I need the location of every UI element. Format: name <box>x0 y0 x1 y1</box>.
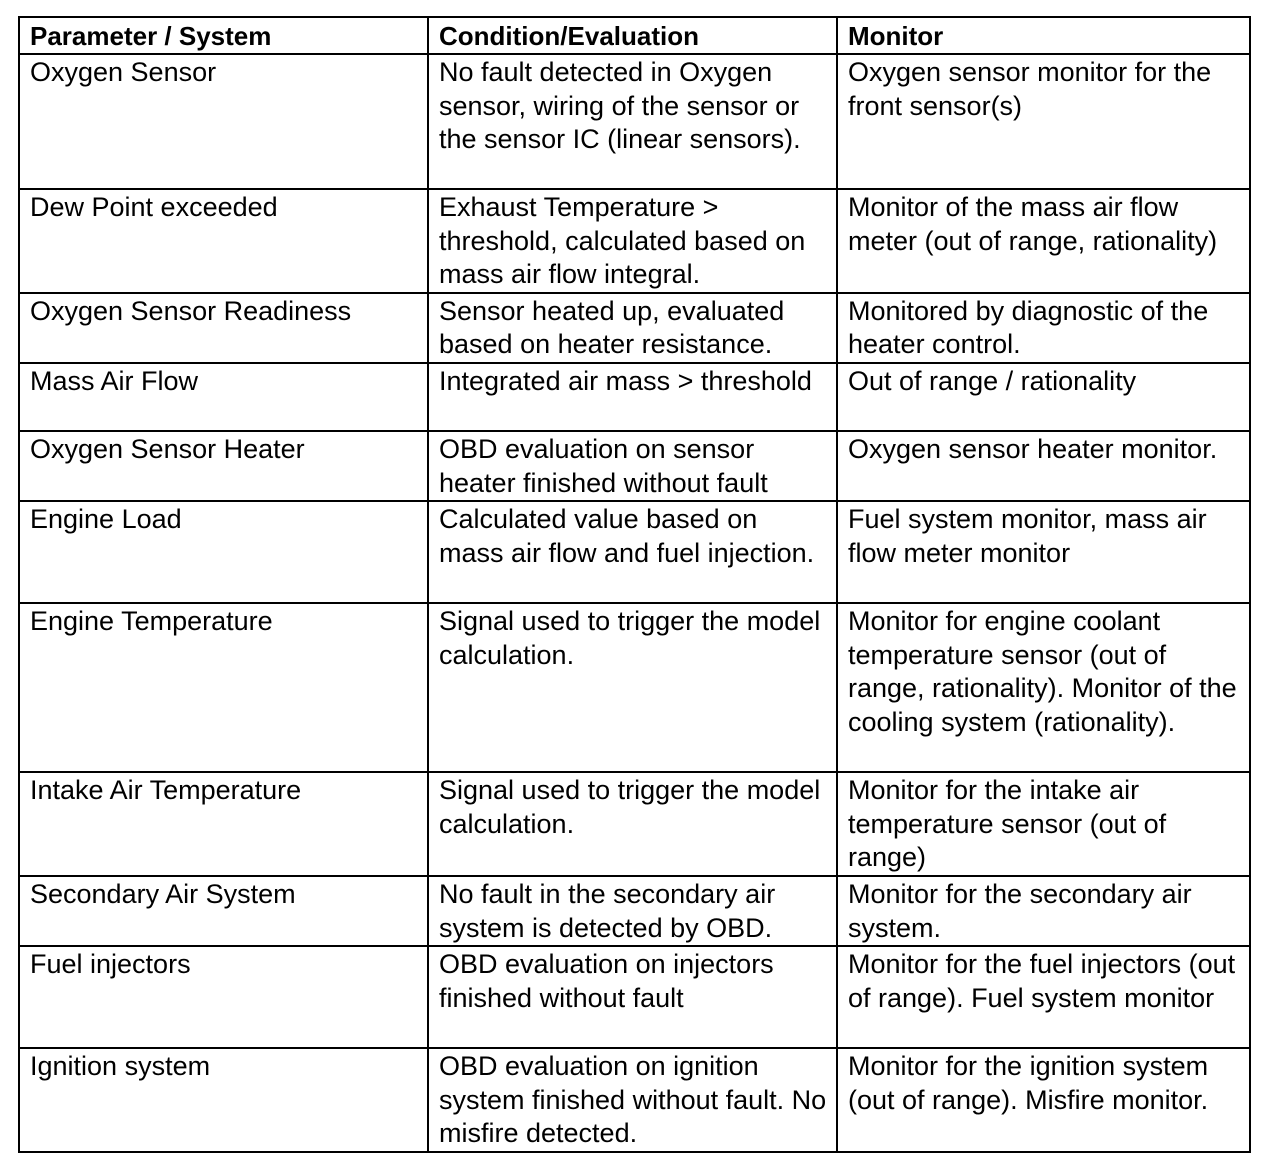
table-row <box>19 772 1250 876</box>
table-row <box>19 363 1250 431</box>
cell-condition: OBD evaluation on injectors finished without fault <box>428 946 837 1048</box>
cell-monitor: Oxygen sensor heater monitor. <box>837 431 1250 501</box>
cell-condition: Calculated value based on mass air flow and fuel injection. <box>428 501 837 603</box>
cell-condition: OBD evaluation on sensor heater finished without fault <box>428 431 837 501</box>
header-condition-evaluation: Condition/Evaluation <box>428 17 837 54</box>
cell-parameter: Secondary Air System <box>19 876 428 946</box>
cell-monitor: Fuel system monitor, mass air flow meter monitor <box>837 501 1250 603</box>
cell-parameter: Oxygen Sensor <box>19 54 428 189</box>
cell-monitor: Monitor of the mass air flow meter (out of range, rationality) <box>837 189 1250 293</box>
cell-condition: Sensor heated up, evaluated based on heater resistance. <box>428 293 837 363</box>
table-row <box>19 603 1250 772</box>
table-row <box>19 1048 1250 1152</box>
cell-monitor: Monitor for the intake air temperature sensor (out of range) <box>837 772 1250 876</box>
cell-parameter: Oxygen Sensor Readiness <box>19 293 428 363</box>
cell-condition: OBD evaluation on ignition system finished without fault. No misfire detected. <box>428 1048 837 1152</box>
cell-parameter: Oxygen Sensor Heater <box>19 431 428 501</box>
cell-monitor: Monitor for the secondary air system. <box>837 876 1250 946</box>
cell-condition: Signal used to trigger the model calculation. <box>428 772 837 876</box>
cell-parameter: Engine Temperature <box>19 603 428 772</box>
table-row <box>19 54 1250 189</box>
cell-condition: Integrated air mass > threshold <box>428 363 837 431</box>
cell-condition: Signal used to trigger the model calculation. <box>428 603 837 772</box>
table-row <box>19 946 1250 1048</box>
cell-condition: Exhaust Temperature > threshold, calculated based on mass air flow integral. <box>428 189 837 293</box>
cell-parameter: Engine Load <box>19 501 428 603</box>
table-row <box>19 189 1250 293</box>
cell-monitor: Monitor for engine coolant temperature sensor (out of range, rationality). Monitor of the cooling system (rationality). <box>837 603 1250 772</box>
table-header-row <box>19 17 1250 54</box>
cell-monitor: Monitor for the fuel injectors (out of range). Fuel system monitor <box>837 946 1250 1048</box>
cell-monitor: Monitor for the ignition system (out of range). Misfire monitor. <box>837 1048 1250 1152</box>
parameter-monitor-table <box>18 16 1251 1153</box>
table-row <box>19 501 1250 603</box>
cell-parameter: Intake Air Temperature <box>19 772 428 876</box>
cell-parameter: Ignition system <box>19 1048 428 1152</box>
table-row <box>19 876 1250 946</box>
cell-parameter: Mass Air Flow <box>19 363 428 431</box>
cell-monitor: Oxygen sensor monitor for the front sensor(s) <box>837 54 1250 189</box>
table-row <box>19 293 1250 363</box>
header-monitor: Monitor <box>837 17 1250 54</box>
header-parameter-system: Parameter / System <box>19 17 428 54</box>
cell-condition: No fault in the secondary air system is detected by OBD. <box>428 876 837 946</box>
cell-parameter: Dew Point exceeded <box>19 189 428 293</box>
cell-monitor: Out of range / rationality <box>837 363 1250 431</box>
cell-parameter: Fuel injectors <box>19 946 428 1048</box>
cell-condition: No fault detected in Oxygen sensor, wiring of the sensor or the sensor IC (linear sensors). <box>428 54 837 189</box>
cell-monitor: Monitored by diagnostic of the heater control. <box>837 293 1250 363</box>
table-row <box>19 431 1250 501</box>
